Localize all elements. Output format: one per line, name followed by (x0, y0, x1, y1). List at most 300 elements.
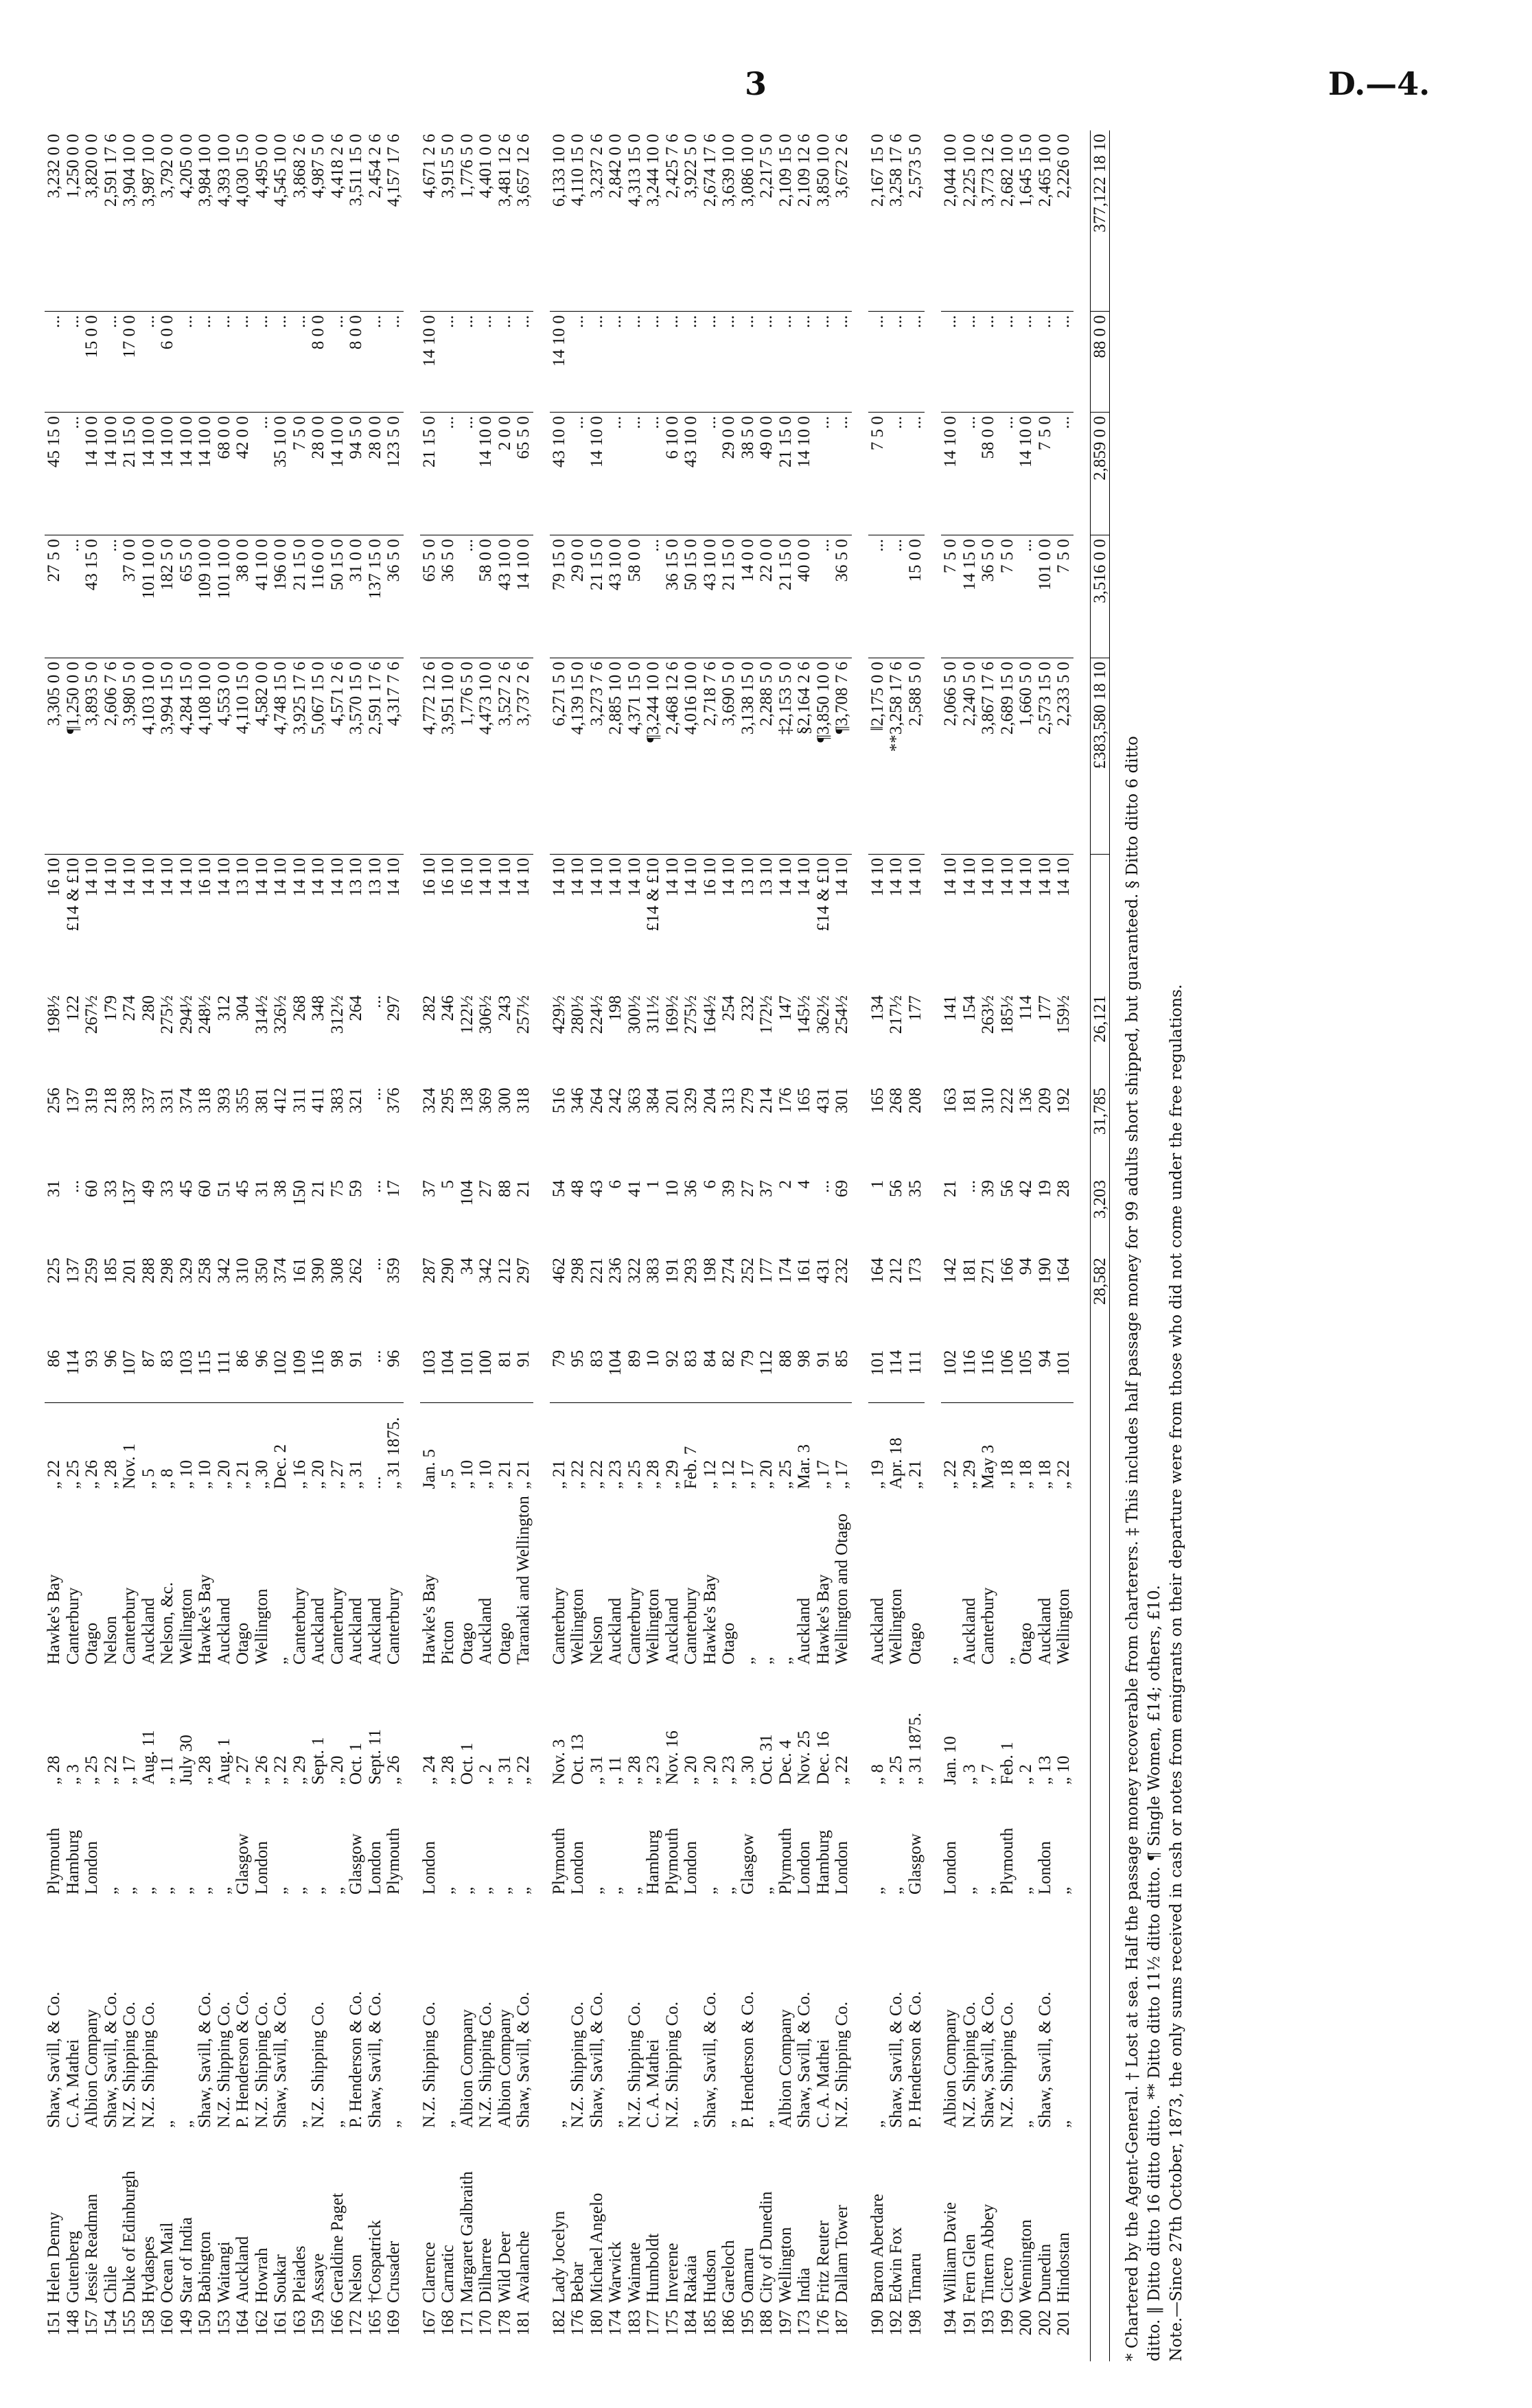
table-cell: 51 (214, 1180, 233, 1198)
table-row (979, 130, 998, 2361)
table-cell: 14 10 (941, 857, 960, 897)
table-cell: Otago (457, 1622, 476, 1665)
table-cell: 65 5 0 (420, 535, 439, 658)
table-cell: 252 (738, 1258, 757, 1284)
table-cell: 3,086 10 0 (739, 130, 758, 312)
table-cell: 1,776 5 0 (458, 658, 477, 855)
table-cell: 4,987 5 0 (309, 130, 328, 312)
table-cell: Warwick (606, 2241, 625, 2303)
table-cell: „ (738, 1656, 757, 1665)
table-cell: 60 (196, 1180, 214, 1198)
table-cell: 54 (549, 1180, 568, 1198)
table-cell: 14 10 (476, 857, 495, 897)
table-cell: ... (64, 535, 83, 658)
table-cell: 79 (550, 1347, 569, 1403)
table-cell: 254½ (833, 995, 851, 1034)
table-row (233, 130, 253, 2361)
table-cell: ... (887, 413, 906, 535)
table-cell: ‖2,175 0 0 (868, 658, 887, 855)
table-cell: 14 10 (960, 857, 979, 897)
table-cell: 232 (738, 995, 757, 1021)
table-cell: „ 22 (101, 1755, 120, 1785)
table-row (45, 130, 64, 2361)
table-cell: 49 0 0 (757, 413, 776, 535)
table-cell: £14 & £10 (644, 857, 662, 931)
table-cell: „ 8 (158, 1468, 176, 1490)
table-cell: „ 26 (252, 1755, 271, 1785)
table-cell: 431 (813, 1087, 833, 1114)
total-cell: 2,859 0 0 (1090, 413, 1110, 535)
table-cell: 362½ (813, 995, 833, 1034)
table-cell: 318 (196, 1087, 214, 1114)
table-cell: 16 10 (439, 857, 457, 897)
table-cell: 431 (813, 1258, 833, 1284)
table-cell: ... (795, 312, 814, 413)
table-cell: 137 15 0 (366, 535, 385, 658)
table-cell: 297 (514, 1258, 533, 1284)
table-cell: 167 (419, 2310, 439, 2336)
table-cell: 14 10 0 (588, 413, 607, 535)
table-cell: 14 10 (290, 857, 309, 897)
table-cell: Oamaru (738, 2247, 757, 2303)
table-cell: Otago (905, 1622, 925, 1665)
table-cell: 111 (215, 1347, 234, 1403)
table-cell: Auckland (365, 1597, 384, 1665)
table-cell: „ (997, 1656, 1017, 1665)
table-row (776, 130, 796, 2361)
table-cell: 36 5 0 (439, 535, 458, 658)
table-cell: 390 (309, 1258, 327, 1284)
table-cell: „ 28 (101, 1459, 120, 1490)
table-cell: Edwin Fox (887, 2227, 905, 2303)
table-cell: ... (1054, 312, 1073, 413)
table-cell: 4,582 0 0 (253, 658, 272, 855)
table-cell: ... (814, 535, 833, 658)
table-cell: 185 (101, 1258, 120, 1284)
table-cell: 100 (476, 1347, 496, 1403)
table-cell: 1,776 5 0 (458, 130, 477, 312)
table-row (644, 130, 663, 2361)
table-cell: 174 (606, 2310, 625, 2336)
table-cell: 137 (63, 1258, 82, 1284)
table-cell: „ 25 (82, 1755, 101, 1785)
table-cell: 101 (868, 1347, 887, 1403)
table-cell: „ (196, 1886, 214, 1895)
table-cell: 383 (644, 1258, 662, 1284)
table-cell: Canterbury (384, 1587, 403, 1665)
table-cell: Nov. 3 (549, 1739, 568, 1785)
table-cell: „ (327, 2120, 347, 2128)
table-cell: ... (64, 413, 83, 535)
table-cell: 10 (662, 1180, 682, 1198)
table-cell: 194 (941, 2310, 960, 2336)
table-cell: 33 (158, 1180, 176, 1198)
table-cell: William Davie (941, 2202, 960, 2303)
table-cell: ... (814, 413, 833, 535)
table-cell: 15 0 0 (82, 312, 102, 413)
table-cell: 14 10 (139, 857, 158, 897)
table-cell: 43 10 0 (606, 535, 625, 658)
table-cell: Nov. 16 (662, 1730, 682, 1785)
table-cell: 150 (196, 2310, 214, 2336)
table-cell: 14 0 0 (739, 535, 758, 658)
table-cell: 166 (997, 1258, 1017, 1284)
table-cell: 59 (347, 1180, 365, 1198)
table-cell: 224½ (587, 995, 606, 1034)
table-cell: Plymouth (776, 1827, 795, 1895)
table-cell: Shaw, Savill, & Co. (271, 1991, 290, 2128)
table-cell: „ 18 (1035, 1459, 1054, 1490)
table-cell: 4,157 17 6 (384, 130, 404, 312)
table-cell: N.Z. Shipping Co. (419, 2001, 439, 2128)
table-cell: 3,867 17 6 (979, 658, 998, 855)
table-cell: 169½ (662, 995, 682, 1034)
table-cell: 383 (327, 1087, 347, 1114)
table-cell: 14 10 0 (158, 413, 177, 535)
table-cell: 174 (776, 1258, 795, 1284)
page-number: 3 (745, 65, 767, 102)
table-cell: Hamburg (644, 1830, 662, 1895)
table-cell: 8 0 0 (309, 312, 328, 413)
table-row (215, 130, 234, 2361)
rotated-ledger (45, 130, 1459, 2361)
table-cell: 114 (887, 1347, 906, 1403)
table-cell: 2,425 7 6 (663, 130, 682, 312)
table-cell: 14 10 (101, 857, 120, 897)
table-cell: 2,718 7 6 (701, 658, 720, 855)
table-cell: „ 23 (606, 1459, 625, 1490)
table-cell: 122 (63, 995, 82, 1021)
table-cell: 14 10 (662, 857, 682, 897)
table-cell: „ 29 (960, 1459, 979, 1490)
table-cell: 43 10 0 (496, 535, 515, 658)
table-cell: 225 (45, 1258, 63, 1284)
table-cell: 96 (384, 1347, 404, 1403)
table-cell: Gareloch (719, 2240, 738, 2303)
total-cell: 3,203 (1090, 1177, 1110, 1254)
table-cell: London (568, 1841, 587, 1895)
table-cell: 17 0 0 (120, 312, 139, 413)
table-cell: 166 (327, 2310, 347, 2336)
table-row (439, 130, 458, 2361)
table-cell: 2,468 12 6 (663, 658, 682, 855)
table-cell: „ 22 (568, 1459, 587, 1490)
table-cell: 2 0 0 (496, 413, 515, 535)
table-cell: 14 10 (158, 857, 176, 897)
table-cell: India (795, 2267, 813, 2303)
table-cell: 242 (606, 1087, 625, 1114)
table-cell: 331 (158, 1087, 176, 1114)
page-reference: D.—4. (1328, 65, 1430, 102)
table-cell: 3,737 2 6 (514, 658, 533, 855)
table-cell: 163 (290, 2310, 309, 2336)
table-cell: ... (253, 413, 272, 535)
table-cell: Timaru (905, 2253, 925, 2303)
table-cell: Nov. 1 (120, 1443, 139, 1490)
table-cell: 103 (420, 1347, 439, 1403)
table-cell: 322 (625, 1258, 644, 1284)
table-cell: „ 29 (662, 1459, 682, 1490)
table-cell: 14 10 (887, 857, 905, 897)
table-cell: „ 26 (82, 1459, 101, 1490)
table-cell: Dunedin (1035, 2243, 1054, 2303)
table-cell: 16 10 (196, 857, 214, 897)
table-cell: „ 10 (1054, 1755, 1073, 1785)
table-cell: „ 28 (196, 1755, 214, 1785)
table-cell: 58 0 0 (476, 535, 496, 658)
table-cell: ... (384, 312, 404, 413)
table-cell: ... (757, 312, 776, 413)
table-cell: 172 (347, 2310, 365, 2336)
table-cell: 310 (979, 1087, 997, 1114)
table-cell: 186 (719, 2310, 738, 2336)
table-cell: P. Henderson & Co. (905, 1991, 925, 2128)
table-cell: 175 (662, 2310, 682, 2336)
table-cell: „ 27 (233, 1755, 252, 1785)
table-cell: 165 (365, 2310, 384, 2336)
table-cell: 39 (979, 1180, 997, 1198)
table-cell: 116 (960, 1347, 979, 1403)
table-cell: 280½ (568, 995, 587, 1034)
table-cell: Wellington (252, 1588, 271, 1665)
table-row (887, 130, 906, 2361)
table-cell: 369 (476, 1087, 495, 1114)
table-cell: 2,109 15 0 (776, 130, 796, 312)
table-cell: 268 (290, 995, 309, 1021)
table-cell: 2,591 17 6 (102, 130, 121, 312)
table-cell: „ 12 (719, 1459, 738, 1490)
table-cell: 267½ (82, 995, 101, 1034)
table-cell: 21 15 0 (776, 535, 796, 658)
table-cell: 319 (82, 1087, 101, 1114)
table-cell: 298 (568, 1258, 587, 1284)
table-cell: Gutenberg (63, 2230, 82, 2303)
table-cell: ... (439, 312, 458, 413)
table-cell: Babington (196, 2231, 214, 2303)
table-cell: Shaw, Savill, & Co. (979, 1991, 997, 2128)
table-cell: 1 (644, 1180, 662, 1189)
table-cell: 374 (176, 1087, 196, 1114)
table-cell: ... (906, 312, 925, 413)
table-cell: ... (644, 535, 663, 658)
table-cell: 2,288 5 0 (757, 658, 776, 855)
table-cell: 50 15 0 (328, 535, 347, 658)
table-cell: 102 (271, 1347, 290, 1403)
table-cell: 180 (587, 2310, 606, 2336)
table-cell: London (795, 1841, 813, 1895)
table-cell: 4,108 10 0 (196, 658, 215, 855)
table-cell: 312½ (327, 995, 347, 1034)
table-cell: July 30 (176, 1735, 196, 1785)
table-cell: 45 (176, 1180, 196, 1198)
table-cell: 14 10 (625, 857, 644, 897)
table-cell: 148 (63, 2310, 82, 2336)
table-cell: Shaw, Savill, & Co. (514, 1991, 533, 2128)
table-cell: „ 30 (738, 1755, 757, 1785)
table-cell: Hydaspes (139, 2236, 158, 2303)
table-cell: „ 28 (644, 1459, 662, 1490)
table-cell: 198 (905, 2310, 925, 2336)
table-cell: Auckland (606, 1597, 625, 1665)
table-cell: 7 5 0 (1054, 535, 1073, 658)
table-cell: 88 (776, 1347, 796, 1403)
table-cell: 192 (1054, 1087, 1073, 1114)
table-cell: 172½ (757, 995, 776, 1034)
table-cell: ... (998, 312, 1017, 413)
table-cell: Auckland (139, 1597, 158, 1665)
table-cell: 43 15 0 (82, 535, 102, 658)
table-cell: 313 (719, 1087, 738, 1114)
table-cell: 212 (887, 1258, 905, 1284)
table-cell: ... (833, 413, 852, 535)
table-cell: 14 10 (997, 857, 1017, 897)
table-cell: Feb. 7 (682, 1446, 700, 1490)
table-cell: „ (1054, 1886, 1073, 1895)
table-cell: 48 (568, 1180, 587, 1198)
table-cell: 3,904 10 0 (120, 130, 139, 312)
table-cell: 6 10 0 (663, 413, 682, 535)
table-cell: „ 11 (606, 1756, 625, 1785)
table-cell: 36 5 0 (833, 535, 852, 658)
table-cell: Wellington (568, 1588, 587, 1665)
table-cell: 101 (458, 1347, 477, 1403)
table-cell: „ (606, 1886, 625, 1895)
table-cell: 39 (719, 1180, 738, 1198)
table-cell: 2,240 5 0 (960, 658, 979, 855)
table-cell: Ocean Mail (158, 2222, 176, 2303)
table-cell: „ 17 (813, 1459, 833, 1490)
table-cell: „ 25 (887, 1755, 905, 1785)
table-cell: „ 21 (905, 1459, 925, 1490)
table-row (177, 130, 196, 2361)
table-cell: 214 (757, 1087, 776, 1114)
table-cell: 3,672 2 6 (833, 130, 852, 312)
total-cell: 377,122 18 10 (1090, 130, 1110, 312)
table-cell: 462 (549, 1258, 568, 1284)
table-cell: „ 25 (776, 1459, 795, 1490)
table-row (1017, 130, 1036, 2361)
table-cell: 109 10 0 (196, 535, 215, 658)
table-cell: 212 (495, 1258, 514, 1284)
table-cell: 161 (290, 1258, 309, 1284)
table-cell: 169 (384, 2310, 403, 2336)
table-cell: 19 (1035, 1180, 1054, 1198)
table-cell: Otago (1017, 1622, 1035, 1665)
table-cell: 3,987 10 0 (139, 130, 159, 312)
table-cell: 56 (887, 1180, 905, 1198)
table-cell: Shaw, Savill, & Co. (45, 1991, 63, 2128)
table-cell: 42 (1017, 1180, 1035, 1198)
table-cell: Auckland (233, 2236, 252, 2303)
table-cell: 275½ (158, 995, 176, 1034)
table-cell: „ 5 (439, 1468, 457, 1490)
table-cell: 209 (1035, 1087, 1054, 1114)
table-cell: „ 31 1875. (905, 1713, 925, 1785)
table-cell: P. Henderson & Co. (738, 1991, 757, 2128)
table-cell: 21 (941, 1180, 960, 1198)
table-cell: London (252, 1841, 271, 1895)
table-cell: 21 15 0 (776, 413, 796, 535)
table-cell: 14 10 (120, 857, 139, 897)
table-cell: Tintern Abbey (979, 2203, 997, 2303)
table-cell: 43 10 0 (682, 413, 701, 535)
table-cell: 3,527 2 6 (496, 658, 515, 855)
table-cell: 155 (120, 2310, 139, 2336)
table-row (196, 130, 215, 2361)
table-cell: 280 (139, 995, 158, 1021)
table-cell: „ (120, 1886, 139, 1895)
table-cell: ... (906, 413, 925, 535)
table-cell: „ 7 (979, 1764, 997, 1785)
table-cell: 162 (252, 2310, 271, 2336)
table-cell: „ (439, 2120, 457, 2128)
table-cell: Fritz Reuter (813, 2220, 833, 2303)
table-cell: „ 2 (1017, 1764, 1035, 1785)
table-cell: „ (214, 1886, 233, 1895)
table-cell: Oct. 31 (757, 1734, 776, 1785)
table-cell: „ (606, 2120, 625, 2128)
table-cell: Star of India (176, 2217, 196, 2303)
total-cell: 26,121 (1090, 992, 1110, 1085)
table-cell: ... (1036, 312, 1055, 413)
table-cell: Feb. 1 (997, 1741, 1017, 1785)
table-cell: Nelson, &c. (158, 1582, 176, 1665)
table-cell: 14 10 (568, 857, 587, 897)
table-cell: 14 10 0 (550, 312, 569, 413)
table-cell: Auckland (1035, 1597, 1054, 1665)
table-cell: Glasgow (905, 1833, 925, 1895)
table-cell: „ 30 (252, 1459, 271, 1490)
table-cell: 170 (476, 2310, 495, 2336)
table-cell: ... (1017, 535, 1036, 658)
table-cell: 1,250 0 0 (64, 130, 83, 312)
table-cell: 161 (795, 1258, 813, 1284)
table-cell: 4,103 10 0 (139, 658, 159, 855)
table-cell: 28 0 0 (366, 413, 385, 535)
table-cell: ... (328, 312, 347, 413)
table-cell: Picton (439, 1621, 457, 1665)
table-cell: 164 (1054, 1258, 1073, 1284)
table-cell: „ 17 (120, 1755, 139, 1785)
table-cell: 2,217 5 0 (757, 130, 776, 312)
table-cell: 38 5 0 (739, 413, 758, 535)
table-cell: 22 0 0 (757, 535, 776, 658)
table-cell: 4,418 2 6 (328, 130, 347, 312)
table-cell: 36 5 0 (979, 535, 998, 658)
table-cell: 21 (514, 1180, 533, 1198)
table-cell: 92 (663, 1347, 682, 1403)
table-cell: 304 (233, 995, 252, 1021)
table-cell: „ (960, 1886, 979, 1895)
table-cell: 193 (979, 2310, 997, 2336)
table-cell: 14 10 (514, 857, 533, 897)
table-cell: 311 (290, 1087, 309, 1113)
table-cell: 6,271 5 0 (550, 658, 569, 855)
table-row (625, 130, 645, 2361)
table-cell: 3,305 0 0 (45, 658, 64, 855)
table-cell: 8 0 0 (347, 312, 366, 413)
table-cell: 37 (757, 1180, 776, 1198)
table-cell: Auckland (795, 1597, 813, 1665)
table-cell: 191 (662, 1258, 682, 1284)
table-cell: †Cospatrick (365, 2220, 384, 2303)
table-cell: „ 31 (587, 1755, 606, 1785)
table-cell: 4,110 15 0 (568, 130, 588, 312)
table-cell: 279 (738, 1087, 757, 1114)
table-cell: 79 (739, 1347, 758, 1403)
table-cell: 104 (457, 1180, 476, 1206)
table-cell: „ (139, 1886, 158, 1895)
